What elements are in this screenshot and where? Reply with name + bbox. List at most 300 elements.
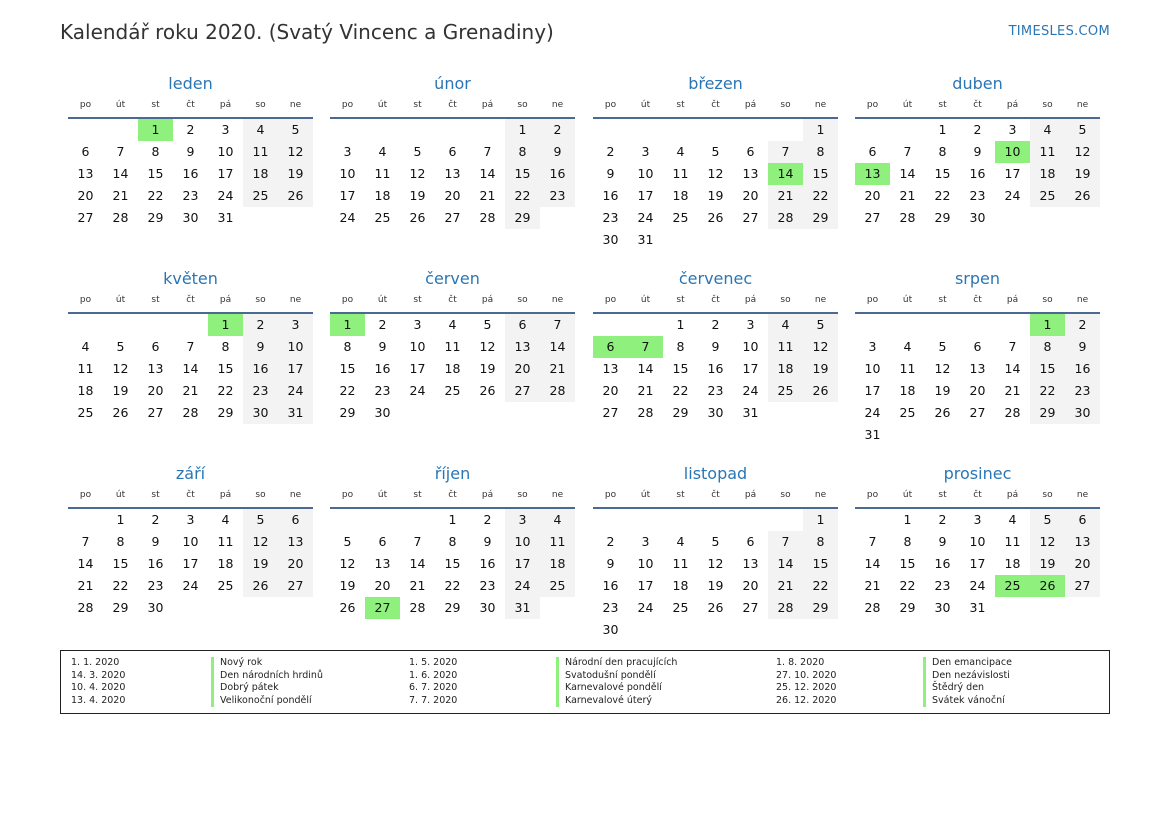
- day-cell[interactable]: 20: [742, 578, 759, 593]
- day-cell[interactable]: 12: [1065, 141, 1100, 163]
- day-cell[interactable]: 3: [413, 317, 422, 332]
- day-cell[interactable]: 20: [742, 188, 759, 203]
- day-cell[interactable]: 21: [77, 578, 94, 593]
- day-cell[interactable]: 21: [768, 575, 803, 597]
- day-cell[interactable]: 12: [707, 166, 724, 181]
- day-cell[interactable]: 5: [711, 534, 720, 549]
- day-cell[interactable]: 22: [934, 188, 951, 203]
- day-cell[interactable]: 30: [602, 232, 619, 247]
- day-cell[interactable]: 2: [151, 512, 160, 527]
- day-cell[interactable]: 18: [374, 188, 391, 203]
- day-cell[interactable]: 1: [448, 512, 457, 527]
- day-cell[interactable]: 14: [1004, 361, 1021, 376]
- day-cell[interactable]: 31: [505, 597, 540, 619]
- day-cell[interactable]: 22: [339, 383, 356, 398]
- day-cell[interactable]: 27: [444, 210, 461, 225]
- day-cell[interactable]: 14: [182, 361, 199, 376]
- day-cell[interactable]: 3: [278, 314, 313, 336]
- day-cell[interactable]: 20: [374, 578, 391, 593]
- day-cell[interactable]: 29: [803, 597, 838, 619]
- day-cell[interactable]: 20: [444, 188, 461, 203]
- day-cell[interactable]: 7: [540, 314, 575, 336]
- day-cell[interactable]: 3: [221, 122, 230, 137]
- day-cell[interactable]: 6: [593, 336, 628, 358]
- day-cell[interactable]: 10: [969, 534, 986, 549]
- day-cell[interactable]: 30: [934, 600, 951, 615]
- day-cell[interactable]: 17: [409, 361, 426, 376]
- day-cell[interactable]: 8: [505, 141, 540, 163]
- day-cell[interactable]: 18: [540, 553, 575, 575]
- day-cell[interactable]: 14: [409, 556, 426, 571]
- day-cell[interactable]: 1: [676, 317, 685, 332]
- day-cell[interactable]: 12: [479, 339, 496, 354]
- day-cell[interactable]: 23: [1065, 380, 1100, 402]
- day-cell[interactable]: 15: [147, 166, 164, 181]
- day-cell[interactable]: 7: [413, 534, 422, 549]
- day-cell[interactable]: 20: [278, 553, 313, 575]
- day-cell[interactable]: 21: [479, 188, 496, 203]
- day-cell[interactable]: 9: [483, 534, 492, 549]
- day-cell[interactable]: 12: [707, 556, 724, 571]
- day-cell[interactable]: 16: [243, 358, 278, 380]
- day-cell[interactable]: 18: [1004, 556, 1021, 571]
- day-cell[interactable]: 25: [768, 380, 803, 402]
- day-cell[interactable]: 7: [768, 141, 803, 163]
- day-cell[interactable]: 2: [606, 534, 615, 549]
- day-cell[interactable]: 2: [540, 119, 575, 141]
- day-cell[interactable]: 4: [1008, 512, 1017, 527]
- day-cell[interactable]: 8: [803, 531, 838, 553]
- day-cell[interactable]: 1: [208, 314, 243, 336]
- day-cell[interactable]: 9: [711, 339, 720, 354]
- day-cell[interactable]: 25: [899, 405, 916, 420]
- day-cell[interactable]: 12: [278, 141, 313, 163]
- day-cell[interactable]: 31: [969, 600, 986, 615]
- day-cell[interactable]: 18: [899, 383, 916, 398]
- day-cell[interactable]: 28: [479, 210, 496, 225]
- day-cell[interactable]: 24: [864, 405, 881, 420]
- day-cell[interactable]: 17: [742, 361, 759, 376]
- day-cell[interactable]: 26: [112, 405, 129, 420]
- day-cell[interactable]: 26: [1030, 575, 1065, 597]
- day-cell[interactable]: 13: [742, 556, 759, 571]
- day-cell[interactable]: 15: [444, 556, 461, 571]
- day-cell[interactable]: 20: [1065, 553, 1100, 575]
- day-cell[interactable]: 4: [448, 317, 457, 332]
- day-cell[interactable]: 10: [995, 141, 1030, 163]
- day-cell[interactable]: 26: [479, 383, 496, 398]
- day-cell[interactable]: 30: [243, 402, 278, 424]
- day-cell[interactable]: 10: [409, 339, 426, 354]
- day-cell[interactable]: 12: [409, 166, 426, 181]
- day-cell[interactable]: 18: [77, 383, 94, 398]
- day-cell[interactable]: 7: [903, 144, 912, 159]
- day-cell[interactable]: 29: [1030, 402, 1065, 424]
- day-cell[interactable]: 29: [339, 405, 356, 420]
- day-cell[interactable]: 29: [672, 405, 689, 420]
- day-cell[interactable]: 1: [116, 512, 125, 527]
- day-cell[interactable]: 3: [973, 512, 982, 527]
- day-cell[interactable]: 26: [934, 405, 951, 420]
- day-cell[interactable]: 30: [602, 622, 619, 637]
- day-cell[interactable]: 16: [540, 163, 575, 185]
- day-cell[interactable]: 1: [938, 122, 947, 137]
- day-cell[interactable]: 7: [81, 534, 90, 549]
- day-cell[interactable]: 2: [973, 122, 982, 137]
- day-cell[interactable]: 6: [746, 144, 755, 159]
- day-cell[interactable]: 11: [1004, 534, 1021, 549]
- day-cell[interactable]: 30: [182, 210, 199, 225]
- day-cell[interactable]: 25: [217, 578, 234, 593]
- day-cell[interactable]: 25: [995, 575, 1030, 597]
- day-cell[interactable]: 7: [116, 144, 125, 159]
- day-cell[interactable]: 19: [278, 163, 313, 185]
- day-cell[interactable]: 19: [1065, 163, 1100, 185]
- day-cell[interactable]: 10: [864, 361, 881, 376]
- day-cell[interactable]: 29: [444, 600, 461, 615]
- day-cell[interactable]: 6: [1065, 509, 1100, 531]
- day-cell[interactable]: 9: [540, 141, 575, 163]
- day-cell[interactable]: 4: [676, 534, 685, 549]
- day-cell[interactable]: 22: [217, 383, 234, 398]
- day-cell[interactable]: 24: [742, 383, 759, 398]
- day-cell[interactable]: 9: [186, 144, 195, 159]
- day-cell[interactable]: 19: [243, 553, 278, 575]
- day-cell[interactable]: 13: [602, 361, 619, 376]
- day-cell[interactable]: 24: [969, 578, 986, 593]
- day-cell[interactable]: 6: [278, 509, 313, 531]
- day-cell[interactable]: 14: [112, 166, 129, 181]
- day-cell[interactable]: 29: [217, 405, 234, 420]
- day-cell[interactable]: 13: [278, 531, 313, 553]
- day-cell[interactable]: 5: [803, 314, 838, 336]
- day-cell[interactable]: 16: [707, 361, 724, 376]
- day-cell[interactable]: 18: [672, 188, 689, 203]
- day-cell[interactable]: 29: [147, 210, 164, 225]
- day-cell[interactable]: 1: [803, 509, 838, 531]
- day-cell[interactable]: 1: [803, 119, 838, 141]
- day-cell[interactable]: 22: [147, 188, 164, 203]
- day-cell[interactable]: 25: [1030, 185, 1065, 207]
- day-cell[interactable]: 15: [339, 361, 356, 376]
- day-cell[interactable]: 5: [483, 317, 492, 332]
- day-cell[interactable]: 8: [343, 339, 352, 354]
- day-cell[interactable]: 18: [243, 163, 278, 185]
- day-cell[interactable]: 28: [768, 597, 803, 619]
- day-cell[interactable]: 12: [1030, 531, 1065, 553]
- day-cell[interactable]: 13: [147, 361, 164, 376]
- day-cell[interactable]: 24: [637, 600, 654, 615]
- day-cell[interactable]: 29: [112, 600, 129, 615]
- day-cell[interactable]: 22: [672, 383, 689, 398]
- day-cell[interactable]: 1: [903, 512, 912, 527]
- day-cell[interactable]: 25: [444, 383, 461, 398]
- day-cell[interactable]: 6: [81, 144, 90, 159]
- day-cell[interactable]: 14: [77, 556, 94, 571]
- day-cell[interactable]: 23: [602, 600, 619, 615]
- day-cell[interactable]: 2: [606, 144, 615, 159]
- day-cell[interactable]: 17: [637, 188, 654, 203]
- day-cell[interactable]: 23: [540, 185, 575, 207]
- day-cell[interactable]: 15: [1030, 358, 1065, 380]
- day-cell[interactable]: 16: [602, 578, 619, 593]
- day-cell[interactable]: 30: [969, 210, 986, 225]
- day-cell[interactable]: 28: [899, 210, 916, 225]
- day-cell[interactable]: 11: [243, 141, 278, 163]
- day-cell[interactable]: 31: [278, 402, 313, 424]
- day-cell[interactable]: 25: [540, 575, 575, 597]
- day-cell[interactable]: 5: [1065, 119, 1100, 141]
- day-cell[interactable]: 25: [374, 210, 391, 225]
- day-cell[interactable]: 21: [409, 578, 426, 593]
- day-cell[interactable]: 28: [77, 600, 94, 615]
- day-cell[interactable]: 8: [676, 339, 685, 354]
- day-cell[interactable]: 22: [803, 185, 838, 207]
- day-cell[interactable]: 2: [186, 122, 195, 137]
- day-cell[interactable]: 5: [938, 339, 947, 354]
- day-cell[interactable]: 19: [112, 383, 129, 398]
- day-cell[interactable]: 10: [339, 166, 356, 181]
- day-cell[interactable]: 6: [151, 339, 160, 354]
- day-cell[interactable]: 22: [1030, 380, 1065, 402]
- day-cell[interactable]: 20: [505, 358, 540, 380]
- day-cell[interactable]: 5: [278, 119, 313, 141]
- day-cell[interactable]: 26: [409, 210, 426, 225]
- day-cell[interactable]: 15: [505, 163, 540, 185]
- day-cell[interactable]: 19: [803, 358, 838, 380]
- day-cell[interactable]: 9: [243, 336, 278, 358]
- day-cell[interactable]: 16: [1065, 358, 1100, 380]
- day-cell[interactable]: 5: [413, 144, 422, 159]
- day-cell[interactable]: 30: [707, 405, 724, 420]
- day-cell[interactable]: 8: [903, 534, 912, 549]
- day-cell[interactable]: 21: [182, 383, 199, 398]
- day-cell[interactable]: 27: [969, 405, 986, 420]
- day-cell[interactable]: 8: [151, 144, 160, 159]
- day-cell[interactable]: 24: [409, 383, 426, 398]
- day-cell[interactable]: 19: [479, 361, 496, 376]
- day-cell[interactable]: 31: [217, 210, 234, 225]
- day-cell[interactable]: 13: [742, 166, 759, 181]
- day-cell[interactable]: 18: [444, 361, 461, 376]
- day-cell[interactable]: 6: [378, 534, 387, 549]
- day-cell[interactable]: 4: [768, 314, 803, 336]
- day-cell[interactable]: 18: [672, 578, 689, 593]
- day-cell[interactable]: 11: [77, 361, 94, 376]
- day-cell[interactable]: 28: [409, 600, 426, 615]
- day-cell[interactable]: 13: [77, 166, 94, 181]
- day-cell[interactable]: 21: [112, 188, 129, 203]
- day-cell[interactable]: 20: [147, 383, 164, 398]
- day-cell[interactable]: 30: [147, 600, 164, 615]
- day-cell[interactable]: 26: [339, 600, 356, 615]
- day-cell[interactable]: 30: [374, 405, 391, 420]
- day-cell[interactable]: 28: [112, 210, 129, 225]
- day-cell[interactable]: 27: [365, 597, 400, 619]
- day-cell[interactable]: 9: [1065, 336, 1100, 358]
- day-cell[interactable]: 27: [742, 210, 759, 225]
- day-cell[interactable]: 12: [243, 531, 278, 553]
- day-cell[interactable]: 22: [803, 575, 838, 597]
- day-cell[interactable]: 17: [182, 556, 199, 571]
- day-cell[interactable]: 13: [969, 361, 986, 376]
- day-cell[interactable]: 21: [899, 188, 916, 203]
- day-cell[interactable]: 27: [77, 210, 94, 225]
- day-cell[interactable]: 2: [483, 512, 492, 527]
- day-cell[interactable]: 5: [711, 144, 720, 159]
- day-cell[interactable]: 17: [969, 556, 986, 571]
- day-cell[interactable]: 14: [768, 553, 803, 575]
- day-cell[interactable]: 5: [116, 339, 125, 354]
- day-cell[interactable]: 16: [479, 556, 496, 571]
- day-cell[interactable]: 9: [606, 166, 615, 181]
- day-cell[interactable]: 3: [186, 512, 195, 527]
- day-cell[interactable]: 10: [505, 531, 540, 553]
- day-cell[interactable]: 22: [112, 578, 129, 593]
- day-cell[interactable]: 2: [378, 317, 387, 332]
- day-cell[interactable]: 8: [448, 534, 457, 549]
- day-cell[interactable]: 29: [934, 210, 951, 225]
- day-cell[interactable]: 4: [221, 512, 230, 527]
- day-cell[interactable]: 11: [899, 361, 916, 376]
- day-cell[interactable]: 19: [934, 383, 951, 398]
- day-cell[interactable]: 26: [707, 600, 724, 615]
- day-cell[interactable]: 7: [483, 144, 492, 159]
- day-cell[interactable]: 4: [676, 144, 685, 159]
- day-cell[interactable]: 3: [746, 317, 755, 332]
- day-cell[interactable]: 16: [182, 166, 199, 181]
- day-cell[interactable]: 31: [864, 427, 881, 442]
- day-cell[interactable]: 24: [1004, 188, 1021, 203]
- day-cell[interactable]: 3: [505, 509, 540, 531]
- day-cell[interactable]: 10: [278, 336, 313, 358]
- day-cell[interactable]: 11: [672, 166, 689, 181]
- day-cell[interactable]: 6: [746, 534, 755, 549]
- day-cell[interactable]: 9: [378, 339, 387, 354]
- day-cell[interactable]: 27: [864, 210, 881, 225]
- day-cell[interactable]: 10: [742, 339, 759, 354]
- day-cell[interactable]: 7: [628, 336, 663, 358]
- day-cell[interactable]: 21: [540, 358, 575, 380]
- day-cell[interactable]: 21: [864, 578, 881, 593]
- day-cell[interactable]: 13: [444, 166, 461, 181]
- day-cell[interactable]: 1: [330, 314, 365, 336]
- day-cell[interactable]: 6: [868, 144, 877, 159]
- day-cell[interactable]: 18: [768, 358, 803, 380]
- day-cell[interactable]: 20: [602, 383, 619, 398]
- day-cell[interactable]: 10: [217, 144, 234, 159]
- day-cell[interactable]: 5: [343, 534, 352, 549]
- day-cell[interactable]: 5: [243, 509, 278, 531]
- day-cell[interactable]: 3: [343, 144, 352, 159]
- day-cell[interactable]: 24: [182, 578, 199, 593]
- day-cell[interactable]: 8: [116, 534, 125, 549]
- day-cell[interactable]: 23: [707, 383, 724, 398]
- day-cell[interactable]: 8: [938, 144, 947, 159]
- day-cell[interactable]: 27: [505, 380, 540, 402]
- day-cell[interactable]: 19: [339, 578, 356, 593]
- day-cell[interactable]: 20: [864, 188, 881, 203]
- day-cell[interactable]: 24: [505, 575, 540, 597]
- day-cell[interactable]: 27: [278, 575, 313, 597]
- day-cell[interactable]: 26: [707, 210, 724, 225]
- day-cell[interactable]: 25: [243, 185, 278, 207]
- day-cell[interactable]: 28: [637, 405, 654, 420]
- day-cell[interactable]: 29: [505, 207, 540, 229]
- day-cell[interactable]: 17: [864, 383, 881, 398]
- day-cell[interactable]: 1: [138, 119, 173, 141]
- day-cell[interactable]: 14: [479, 166, 496, 181]
- day-cell[interactable]: 7: [1008, 339, 1017, 354]
- day-cell[interactable]: 17: [637, 578, 654, 593]
- day-cell[interactable]: 15: [934, 166, 951, 181]
- day-cell[interactable]: 12: [112, 361, 129, 376]
- day-cell[interactable]: 27: [742, 600, 759, 615]
- day-cell[interactable]: 14: [768, 163, 803, 185]
- day-cell[interactable]: 3: [641, 534, 650, 549]
- day-cell[interactable]: 17: [505, 553, 540, 575]
- day-cell[interactable]: 15: [899, 556, 916, 571]
- day-cell[interactable]: 2: [938, 512, 947, 527]
- day-cell[interactable]: 28: [540, 380, 575, 402]
- day-cell[interactable]: 4: [540, 509, 575, 531]
- day-cell[interactable]: 8: [1030, 336, 1065, 358]
- day-cell[interactable]: 21: [768, 185, 803, 207]
- day-cell[interactable]: 24: [217, 188, 234, 203]
- day-cell[interactable]: 19: [1030, 553, 1065, 575]
- day-cell[interactable]: 6: [505, 314, 540, 336]
- day-cell[interactable]: 29: [899, 600, 916, 615]
- day-cell[interactable]: 3: [868, 339, 877, 354]
- day-cell[interactable]: 28: [864, 600, 881, 615]
- day-cell[interactable]: 23: [479, 578, 496, 593]
- day-cell[interactable]: 14: [864, 556, 881, 571]
- day-cell[interactable]: 19: [707, 578, 724, 593]
- day-cell[interactable]: 4: [81, 339, 90, 354]
- day-cell[interactable]: 10: [637, 556, 654, 571]
- day-cell[interactable]: 27: [1065, 575, 1100, 597]
- day-cell[interactable]: 21: [1004, 383, 1021, 398]
- day-cell[interactable]: 11: [374, 166, 391, 181]
- day-cell[interactable]: 16: [147, 556, 164, 571]
- day-cell[interactable]: 23: [182, 188, 199, 203]
- day-cell[interactable]: 11: [672, 556, 689, 571]
- day-cell[interactable]: 18: [1030, 163, 1065, 185]
- day-cell[interactable]: 6: [973, 339, 982, 354]
- day-cell[interactable]: 12: [934, 361, 951, 376]
- day-cell[interactable]: 7: [768, 531, 803, 553]
- day-cell[interactable]: 9: [973, 144, 982, 159]
- day-cell[interactable]: 23: [969, 188, 986, 203]
- day-cell[interactable]: 2: [1065, 314, 1100, 336]
- day-cell[interactable]: 15: [112, 556, 129, 571]
- day-cell[interactable]: 12: [803, 336, 838, 358]
- day-cell[interactable]: 16: [374, 361, 391, 376]
- day-cell[interactable]: 2: [711, 317, 720, 332]
- day-cell[interactable]: 13: [374, 556, 391, 571]
- day-cell[interactable]: 8: [221, 339, 230, 354]
- day-cell[interactable]: 14: [540, 336, 575, 358]
- day-cell[interactable]: 17: [1004, 166, 1021, 181]
- day-cell[interactable]: 23: [374, 383, 391, 398]
- day-cell[interactable]: 24: [339, 210, 356, 225]
- day-cell[interactable]: 26: [803, 380, 838, 402]
- day-cell[interactable]: 1: [505, 119, 540, 141]
- day-cell[interactable]: 28: [768, 207, 803, 229]
- day-cell[interactable]: 24: [637, 210, 654, 225]
- day-cell[interactable]: 4: [243, 119, 278, 141]
- day-cell[interactable]: 23: [602, 210, 619, 225]
